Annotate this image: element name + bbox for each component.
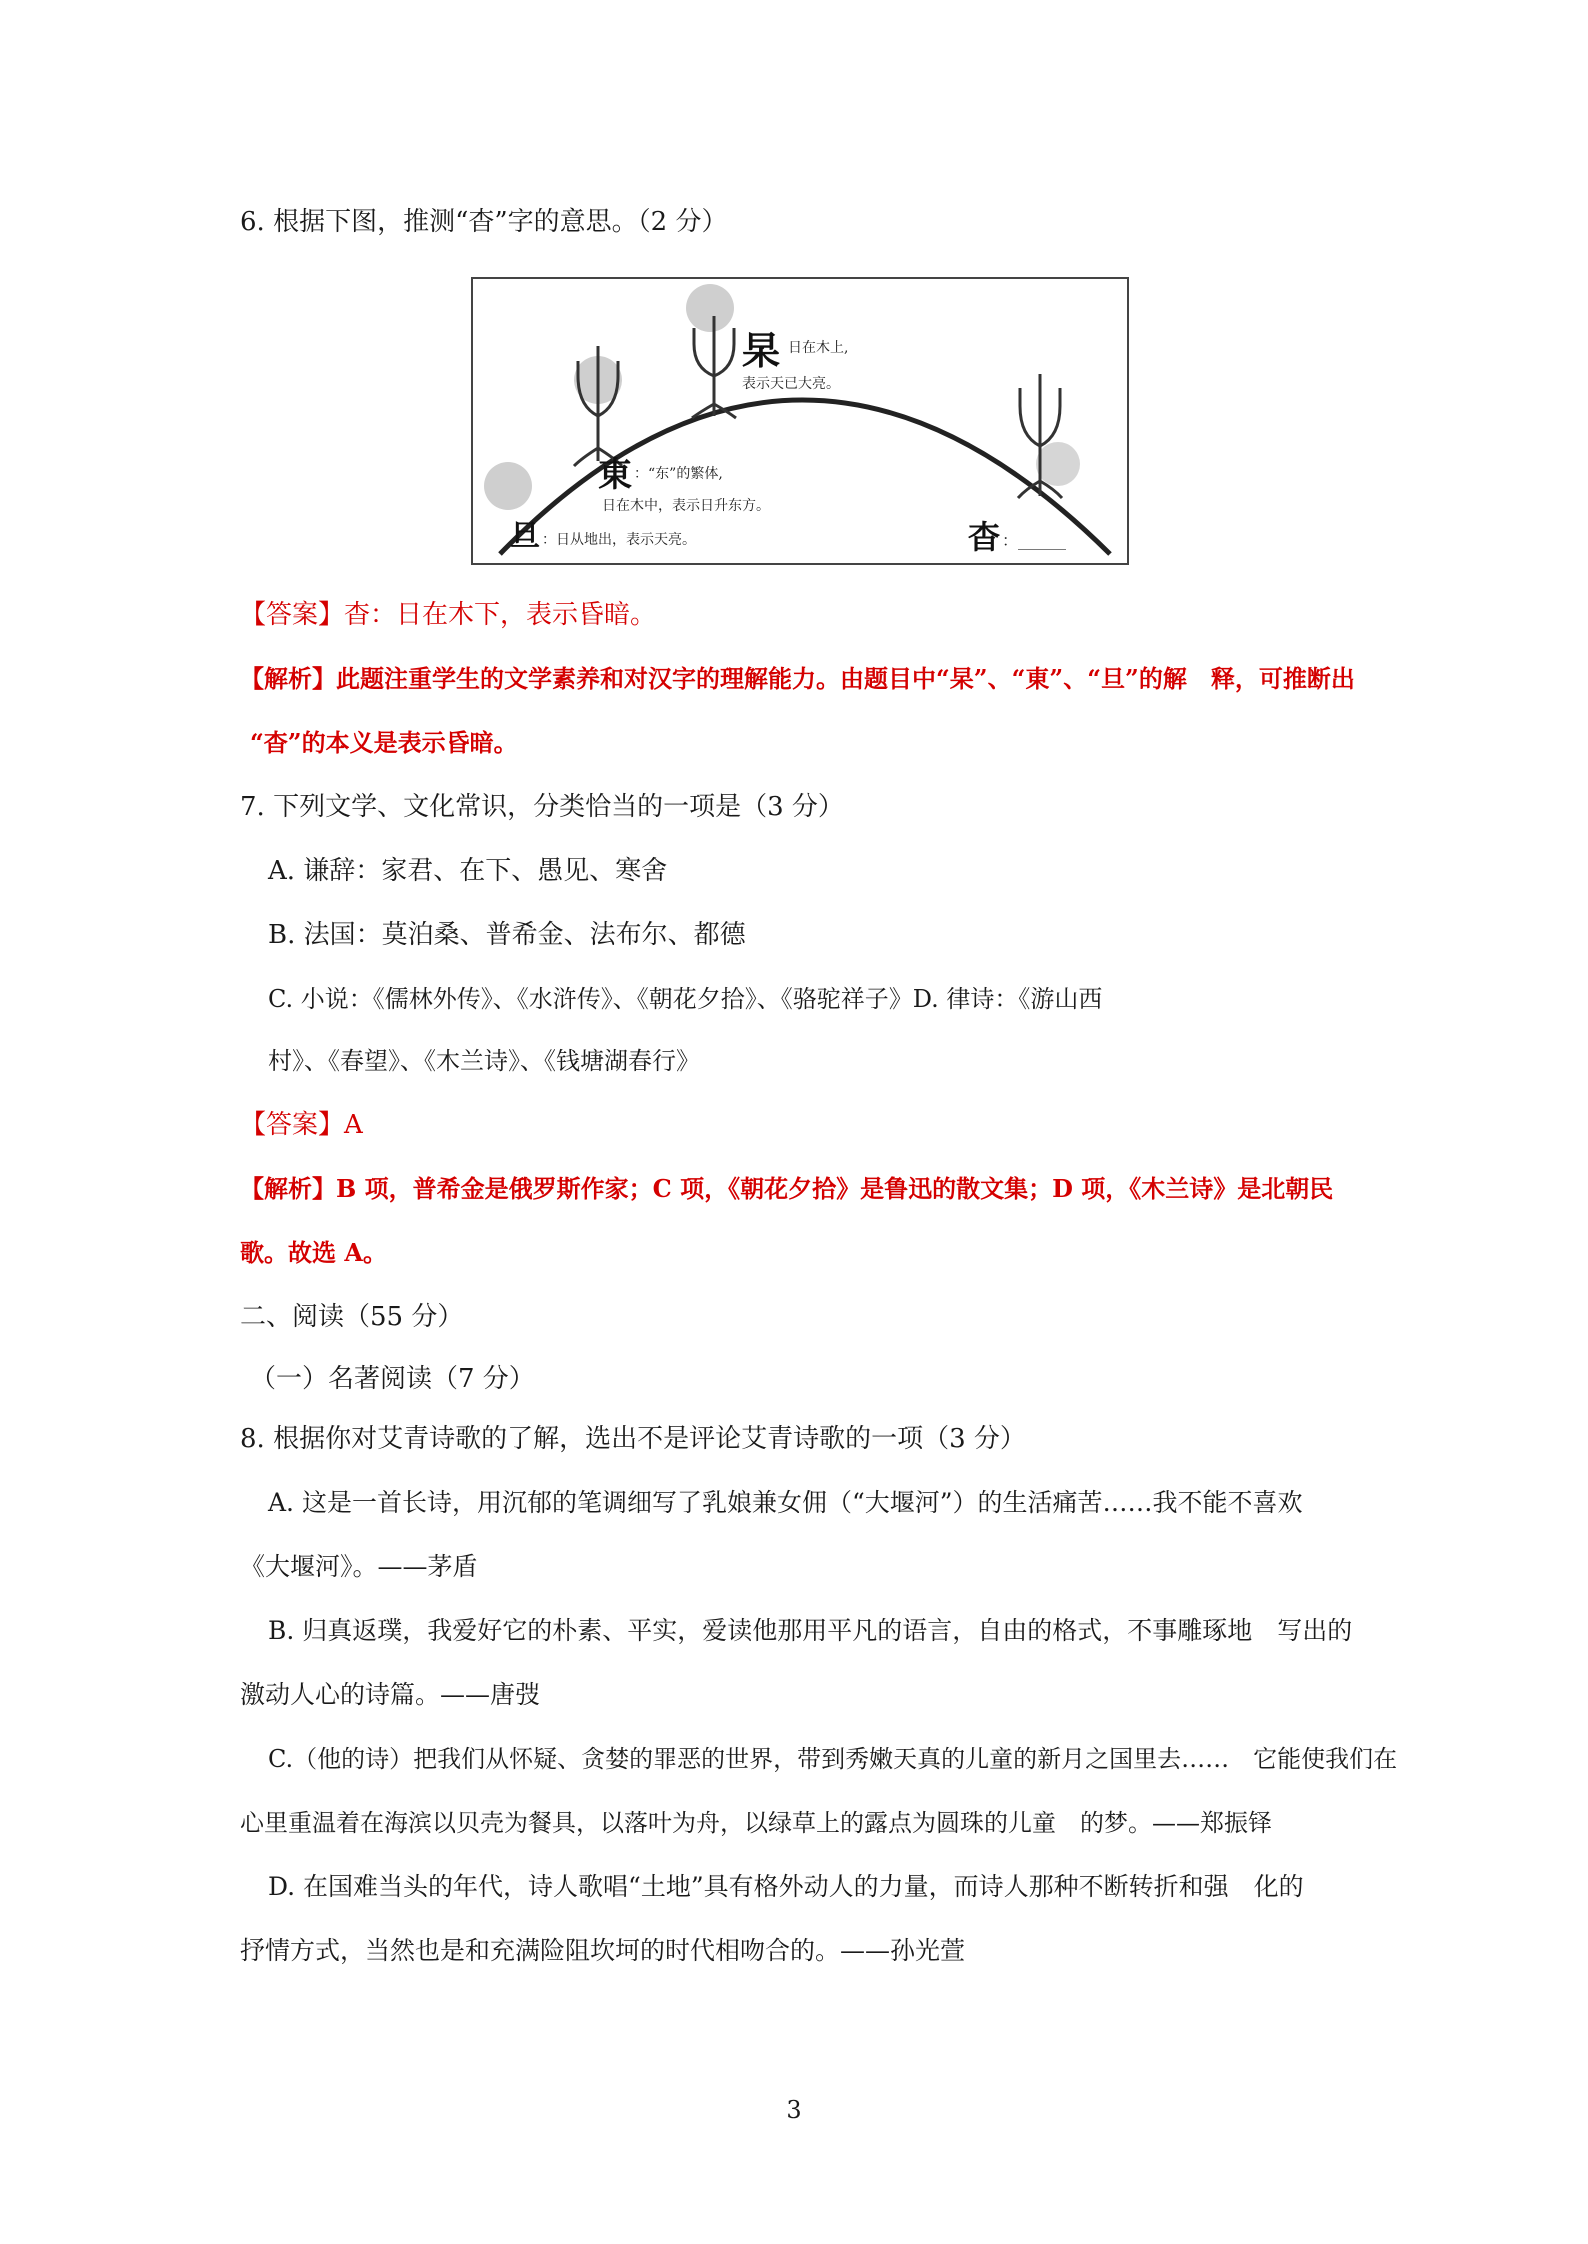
q8-d-1: D. 在国难当头的年代，诗人歌唱“土地”具有格外动人的力量，而诗人那种不断转折和强 化的 xyxy=(268,1872,1304,1901)
gao-desc2: 表示天已大亮。 xyxy=(742,376,840,392)
q6-analysis-2: “杳”的本义是表示昏暗。 xyxy=(250,728,518,757)
q8-a-2: 《大堰河》。——茅盾 xyxy=(240,1552,478,1581)
section2-title: 二、阅读（55 分） xyxy=(240,1302,464,1332)
page-number: 3 xyxy=(786,2096,802,2124)
yao-blank: ：______ xyxy=(1002,531,1067,550)
q8-c-2: 心里重温着在海滨以贝壳为餐具，以落叶为舟，以绿草上的露点为圆珠的儿童 的梦。——郑振铎 xyxy=(240,1809,1272,1837)
q8-d-2: 抒情方式，当然也是和充满险阻坎坷的时代相吻合的。——孙光萱 xyxy=(240,1936,966,1965)
section2-sub1: （一）名著阅读（7 分） xyxy=(250,1364,535,1394)
q7-analysis-2: 歌。故选 A。 xyxy=(240,1238,387,1267)
q8-b-1: B. 归真返璞，我爱好它的朴素、平实，爱读他那用平凡的语言，自由的格式，不事雕琢地 写出的 xyxy=(268,1616,1353,1645)
dong-char: 東 xyxy=(598,455,632,495)
q7-option-b: B. 法国：莫泊桑、普希金、法布尔、都德 xyxy=(268,920,746,950)
hanzi-figure xyxy=(470,276,1130,566)
dong-desc1: ：“东”的繁体, xyxy=(634,466,723,482)
q8-c-1: C.（他的诗）把我们从怀疑、贪婪的罪恶的世界，带到秀嫩天真的儿童的新月之国里去…… 它能使我们在 xyxy=(268,1745,1398,1773)
q7-option-c-1: C. 小说：《儒林外传》、《水浒传》、《朝花夕拾》、《骆驼祥子》D. 律诗：《游山西 xyxy=(268,985,1103,1013)
dong-desc2: 日在木中，表示日升东方。 xyxy=(602,498,770,514)
q6-question: 6. 根据下图，推测“杳”字的意思。（2 分） xyxy=(240,207,728,237)
dan-char: 旦 xyxy=(510,519,540,554)
yao-char: 杳 xyxy=(968,518,1001,556)
figure-border xyxy=(472,278,1128,564)
q8-question: 8. 根据你对艾青诗歌的了解，选出不是评论艾青诗歌的一项（3 分） xyxy=(240,1424,1026,1454)
gao-desc1: 日在木上, xyxy=(788,340,849,356)
q6-answer: 【答案】杳：日在木下，表示昏暗。 xyxy=(240,600,657,630)
gao-char: 杲 xyxy=(742,329,781,373)
q7-analysis-1: 【解析】B 项，普希金是俄罗斯作家；C 项，《朝花夕拾》是鲁迅的散文集；D 项，《木兰诗》是北朝民 xyxy=(240,1174,1334,1203)
sun-low-icon xyxy=(1036,442,1080,486)
sun-top-icon xyxy=(686,284,734,332)
q8-b-2: 激动人心的诗篇。——唐弢 xyxy=(240,1680,541,1709)
q6-analysis-1: 【解析】此题注重学生的文学素养和对汉字的理解能力。由题目中“杲”、“東”、“旦”的解 释，可推断出 xyxy=(240,664,1355,693)
q8-a-1: A. 这是一首长诗，用沉郁的笔调细写了乳娘兼女佣（“大堰河”）的生活痛苦……我不能不喜欢 xyxy=(268,1488,1303,1517)
q7-option-a: A. 谦辞：家君、在下、愚见、寒舍 xyxy=(268,856,668,886)
sun-ground-icon xyxy=(484,462,532,510)
q7-option-c-2: 村》、《春望》、《木兰诗》、《钱塘湖春行》 xyxy=(268,1047,700,1075)
q7-answer: 【答案】A xyxy=(240,1110,363,1140)
q7-question: 7. 下列文学、文化常识，分类恰当的一项是（3 分） xyxy=(240,792,844,822)
dan-desc: ：日从地出，表示天亮。 xyxy=(542,532,696,548)
